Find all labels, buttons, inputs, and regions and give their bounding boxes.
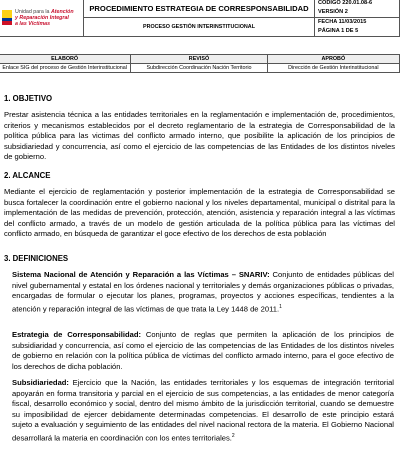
section-definiciones-title: 3. DEFINICIONES: [4, 254, 69, 263]
elaboro-label: ELABORÓ: [0, 55, 131, 64]
document-date: FECHA 11/03/2015: [318, 19, 367, 25]
elaboro-value: Enlace SIG del proceso de Gestión Interinstitucional: [0, 64, 131, 73]
section-objetivo-text: Prestar asistencia técnica a las entidades territoriales en la reglamentación e implementación de, procedimientos, criterios y mecanismos establecidos por el decreto reglamentario de la estrategia de Corresponsabilidad de la política pública para las victimas del conflicto armado interno, que posibilite la aplicación de los principios de subsidiariedad y concurrencia, así como el ejercicio de las competencias de las Entidades de los distintos niveles de gobierno.: [4, 110, 395, 162]
section-alcance-title: 2. ALCANCE: [4, 171, 51, 180]
definition-term: Subsidiariedad:: [12, 378, 69, 387]
definition-item: [12, 378, 394, 444]
footnote-ref[interactable]: 2: [231, 432, 235, 439]
code-version: [315, 0, 400, 18]
document-version: VERSIÓN 2: [318, 9, 348, 15]
footnote-ref[interactable]: 1: [279, 303, 282, 310]
signature-table: [0, 54, 400, 73]
process-name: PROCESO GESTIÓN INTERINSTITUCIONAL: [84, 18, 315, 37]
definition-text: Conjunto de reglas que permiten la aplicación de los principios de subsidiaridad y concurrencia, así como el ejercicio de las competencias de las Entidades de los distintos niveles de gobierno en relación con la política pública de víctimas del conflicto armado interno, para el goce efectivo de los derechos de dicha población.: [12, 330, 395, 371]
definition-item: [12, 330, 394, 372]
aprobo-value: Dirección de Gestión Interinstitucional: [267, 64, 399, 73]
definition-item: [12, 270, 394, 315]
document-code: CÓDIGO 220.01.08-6: [318, 0, 373, 6]
logo-line4: a las Víctimas: [15, 20, 51, 27]
logo-cell: [0, 0, 84, 37]
document-title: PROCEDIMIENTO ESTRATEGIA DE CORRESPONSABILIDAD: [84, 0, 315, 18]
section-alcance-text: Mediante el ejercicio de reglamentación y posterior implementación de la estrategia de Corresponsabilidad se busca fortalecer la coordinación entre el gobierno nacional y los niveles departamental, municipal o distrital para la implementación de las medidas de prevención, protección, atención, asistencia y reparación integral a las víctimas del conflicto armado, a través de un modelo de gestión articulada de la política pública para las víctimas del conflicto armado, en búsqueda de garantizar el goce efectivo de los derechos de esta población: [4, 187, 395, 239]
logo-line2: Atención: [50, 8, 74, 15]
colombia-flag-icon: [2, 10, 12, 25]
unidad-victimas-logo: [2, 9, 80, 27]
page-number: PÁGINA 1 DE 5: [318, 28, 359, 34]
definition-term: Sistema Nacional de Atención y Reparación a las Víctimas – SNARIV:: [12, 270, 270, 279]
definition-text: Ejercicio que la Nación, las entidades territoriales y los esquemas de integración territorial apoyarán en forma transitoria y parcial en el ejercicio de sus competencias, a las entidades de menor categoría fiscal, desarrollo económico y social, dentro del mismo ámbito de la jurisdicción territorial, cuando se demuestre su imposibilidad de ejercer debidamente determinadas competencias. El desarrollo de este principio estará sujeto a evaluación y seguimiento de las entidades del nivel nacional rectora de la materia. El Gobierno Nacional desarrollará la materia en coordinación con los entes territoriales.: [12, 378, 394, 443]
reviso-value: Subdirección Coordinación Nación Territorio: [131, 64, 267, 73]
definition-term: Estrategia de Corresponsabilidad:: [12, 330, 142, 339]
logo-line3: y Reparación Integral: [15, 14, 69, 21]
logo-line1: Unidad para la: [15, 8, 50, 15]
document-header: [0, 0, 400, 37]
date-page: [315, 18, 400, 37]
section-objetivo-title: 1. OBJETIVO: [4, 94, 53, 103]
reviso-label: REVISÓ: [131, 55, 267, 64]
aprobo-label: APROBÓ: [267, 55, 399, 64]
definition-text: Conjunto de entidades públicas del nivel gubernamental y estatal en los órdenes nacional y territoriales y demás organizaciones públicas o privadas, encargadas de formular o ejecutar los planes, programas, proyectos y acciones específicas, tendientes a la atención y reparación integral de las víctimas de que trata la Ley 1448 de 2011.: [12, 270, 394, 314]
